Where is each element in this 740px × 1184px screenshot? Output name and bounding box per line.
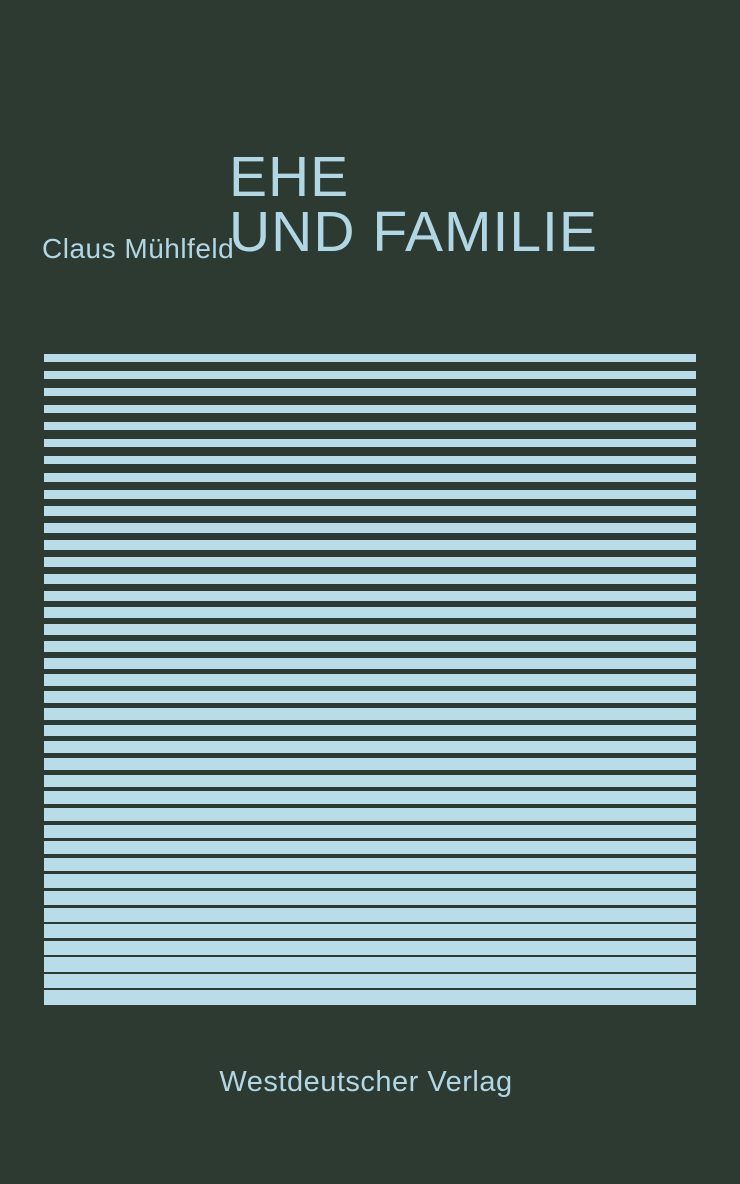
stripe — [44, 825, 696, 838]
stripe — [44, 775, 696, 787]
stripe — [44, 439, 696, 447]
stripe — [44, 974, 696, 989]
stripe — [44, 523, 696, 532]
stripe — [44, 641, 696, 652]
publisher-name: Westdeutscher Verlag — [219, 1066, 513, 1098]
stripe — [44, 741, 696, 753]
stripe — [44, 456, 696, 465]
book-title — [229, 145, 598, 264]
stripe — [44, 924, 696, 938]
stripe — [44, 791, 696, 804]
stripe — [44, 473, 696, 482]
stripe — [44, 908, 696, 922]
stripe — [44, 891, 696, 905]
stripe — [44, 758, 696, 770]
stripes-graphic — [44, 354, 696, 1005]
stripe — [44, 990, 696, 1005]
stripe — [44, 874, 696, 888]
stripe — [44, 506, 696, 515]
title-line-1: EHE — [229, 145, 350, 209]
stripe — [44, 691, 696, 702]
stripe — [44, 674, 696, 685]
stripe — [44, 354, 696, 362]
stripe — [44, 624, 696, 635]
stripe — [44, 574, 696, 584]
stripe — [44, 388, 696, 396]
stripe — [44, 490, 696, 499]
stripe — [44, 858, 696, 871]
stripe — [44, 841, 696, 854]
stripe — [44, 725, 696, 737]
stripe — [44, 607, 696, 617]
author-name: Claus Mühlfeld — [42, 233, 235, 264]
stripe — [44, 808, 696, 821]
stripe — [44, 405, 696, 413]
stripe — [44, 957, 696, 972]
stripe — [44, 591, 696, 601]
stripe — [44, 422, 696, 430]
stripe — [44, 941, 696, 955]
stripe — [44, 371, 696, 379]
stripe — [44, 658, 696, 669]
stripe — [44, 540, 696, 550]
stripe — [44, 557, 696, 567]
stripe — [44, 708, 696, 720]
title-line-2: UND FAMILIE — [229, 200, 598, 264]
